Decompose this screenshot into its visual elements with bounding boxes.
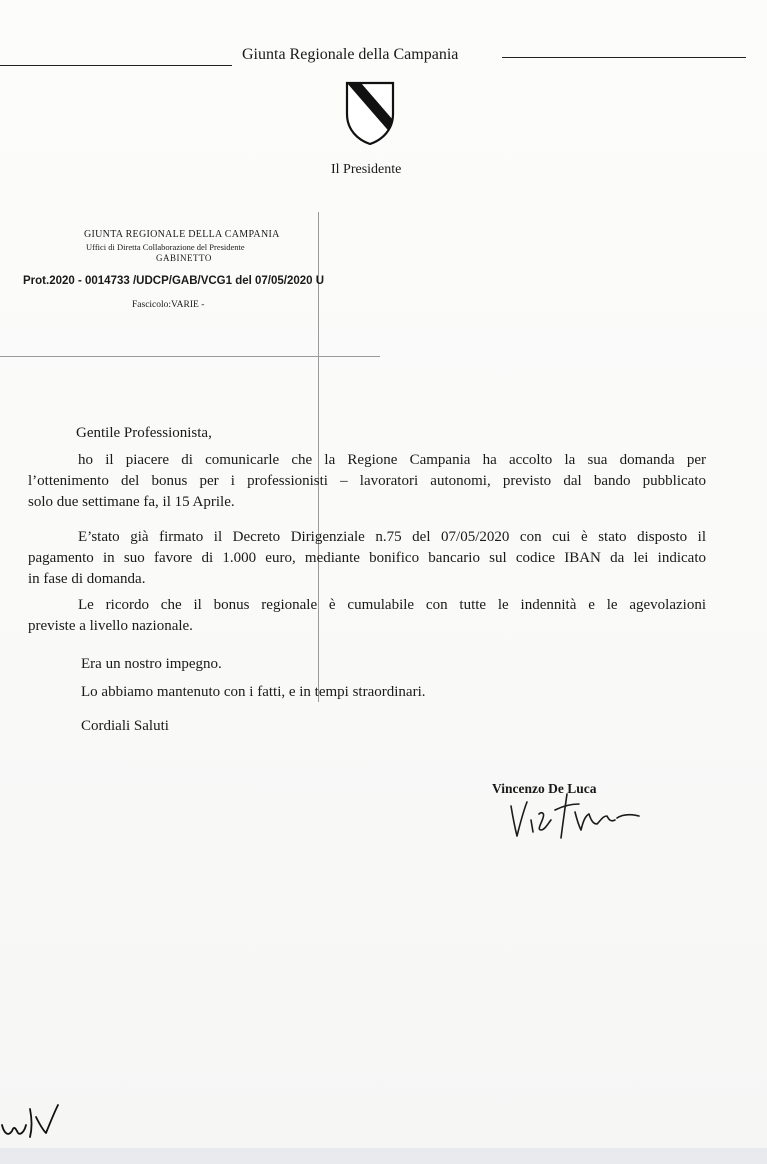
president-label: Il Presidente <box>331 162 402 177</box>
letter-paragraph-1 <box>28 450 706 513</box>
paragraph-2-line-1: E’stato già firmato il Decreto Dirigenziale n.75 del 07/05/2020 con cui è stato disposto il <box>78 529 706 545</box>
header-rule-right <box>502 57 746 58</box>
letter-line-mantenuto: Lo abbiamo mantenuto con i fatti, e in tempi straordinari. <box>81 684 426 700</box>
screenshot-bottom-band <box>0 1148 767 1164</box>
signature-name: Vincenzo De Luca <box>492 781 597 796</box>
paragraph-2-line-3: in fase di domanda. <box>28 571 146 587</box>
header-rule-left <box>0 65 232 66</box>
protocol-number: Prot.2020 - 0014733 /UDCP/GAB/VCG1 del 07/05/2020 U <box>23 275 325 287</box>
header-title: Giunta Regionale della Campania <box>242 46 459 63</box>
handwritten-signature-icon <box>505 790 645 842</box>
protocol-office-cabinet: GABINETTO <box>156 253 212 263</box>
paragraph-1-line-3: solo due settimane fa, il 15 Aprile. <box>28 494 235 510</box>
paragraph-2-line-2: pagamento in suo favore di 1.000 euro, mediante bonifico bancario sul codice IBAN da lei indicato <box>28 550 706 566</box>
paragraph-1-line-1: ho il piacere di comunicarle che la Regione Campania ha accolto la sua domanda per <box>78 452 706 468</box>
protocol-fascicolo: Fascicolo:VARIE - <box>132 300 205 310</box>
corner-handwriting-icon <box>0 1095 62 1141</box>
letter-salutation: Gentile Professionista, <box>76 425 212 441</box>
protocol-office-name: GIUNTA REGIONALE DELLA CAMPANIA <box>84 229 280 240</box>
paragraph-3-line-1: Le ricordo che il bonus regionale è cumulabile con tutte le indennità e le agevolazioni <box>78 597 706 613</box>
protocol-office-department: Uffici di Diretta Collaborazione del Presidente <box>86 242 245 252</box>
letter-line-impegno: Era un nostro impegno. <box>81 656 222 672</box>
paragraph-3-line-2: previste a livello nazionale. <box>28 618 193 634</box>
campania-crest-icon <box>344 80 396 146</box>
letter-paragraph-2 <box>28 527 706 590</box>
paragraph-1-line-2: l’ottenimento del bonus per i professionisti – lavoratori autonomi, previsto dal bando pubblicato <box>28 473 706 489</box>
protocol-stamp-horizontal-line <box>0 356 380 357</box>
letter-paragraph-3 <box>28 595 706 637</box>
letter-closing: Cordiali Saluti <box>81 718 169 734</box>
